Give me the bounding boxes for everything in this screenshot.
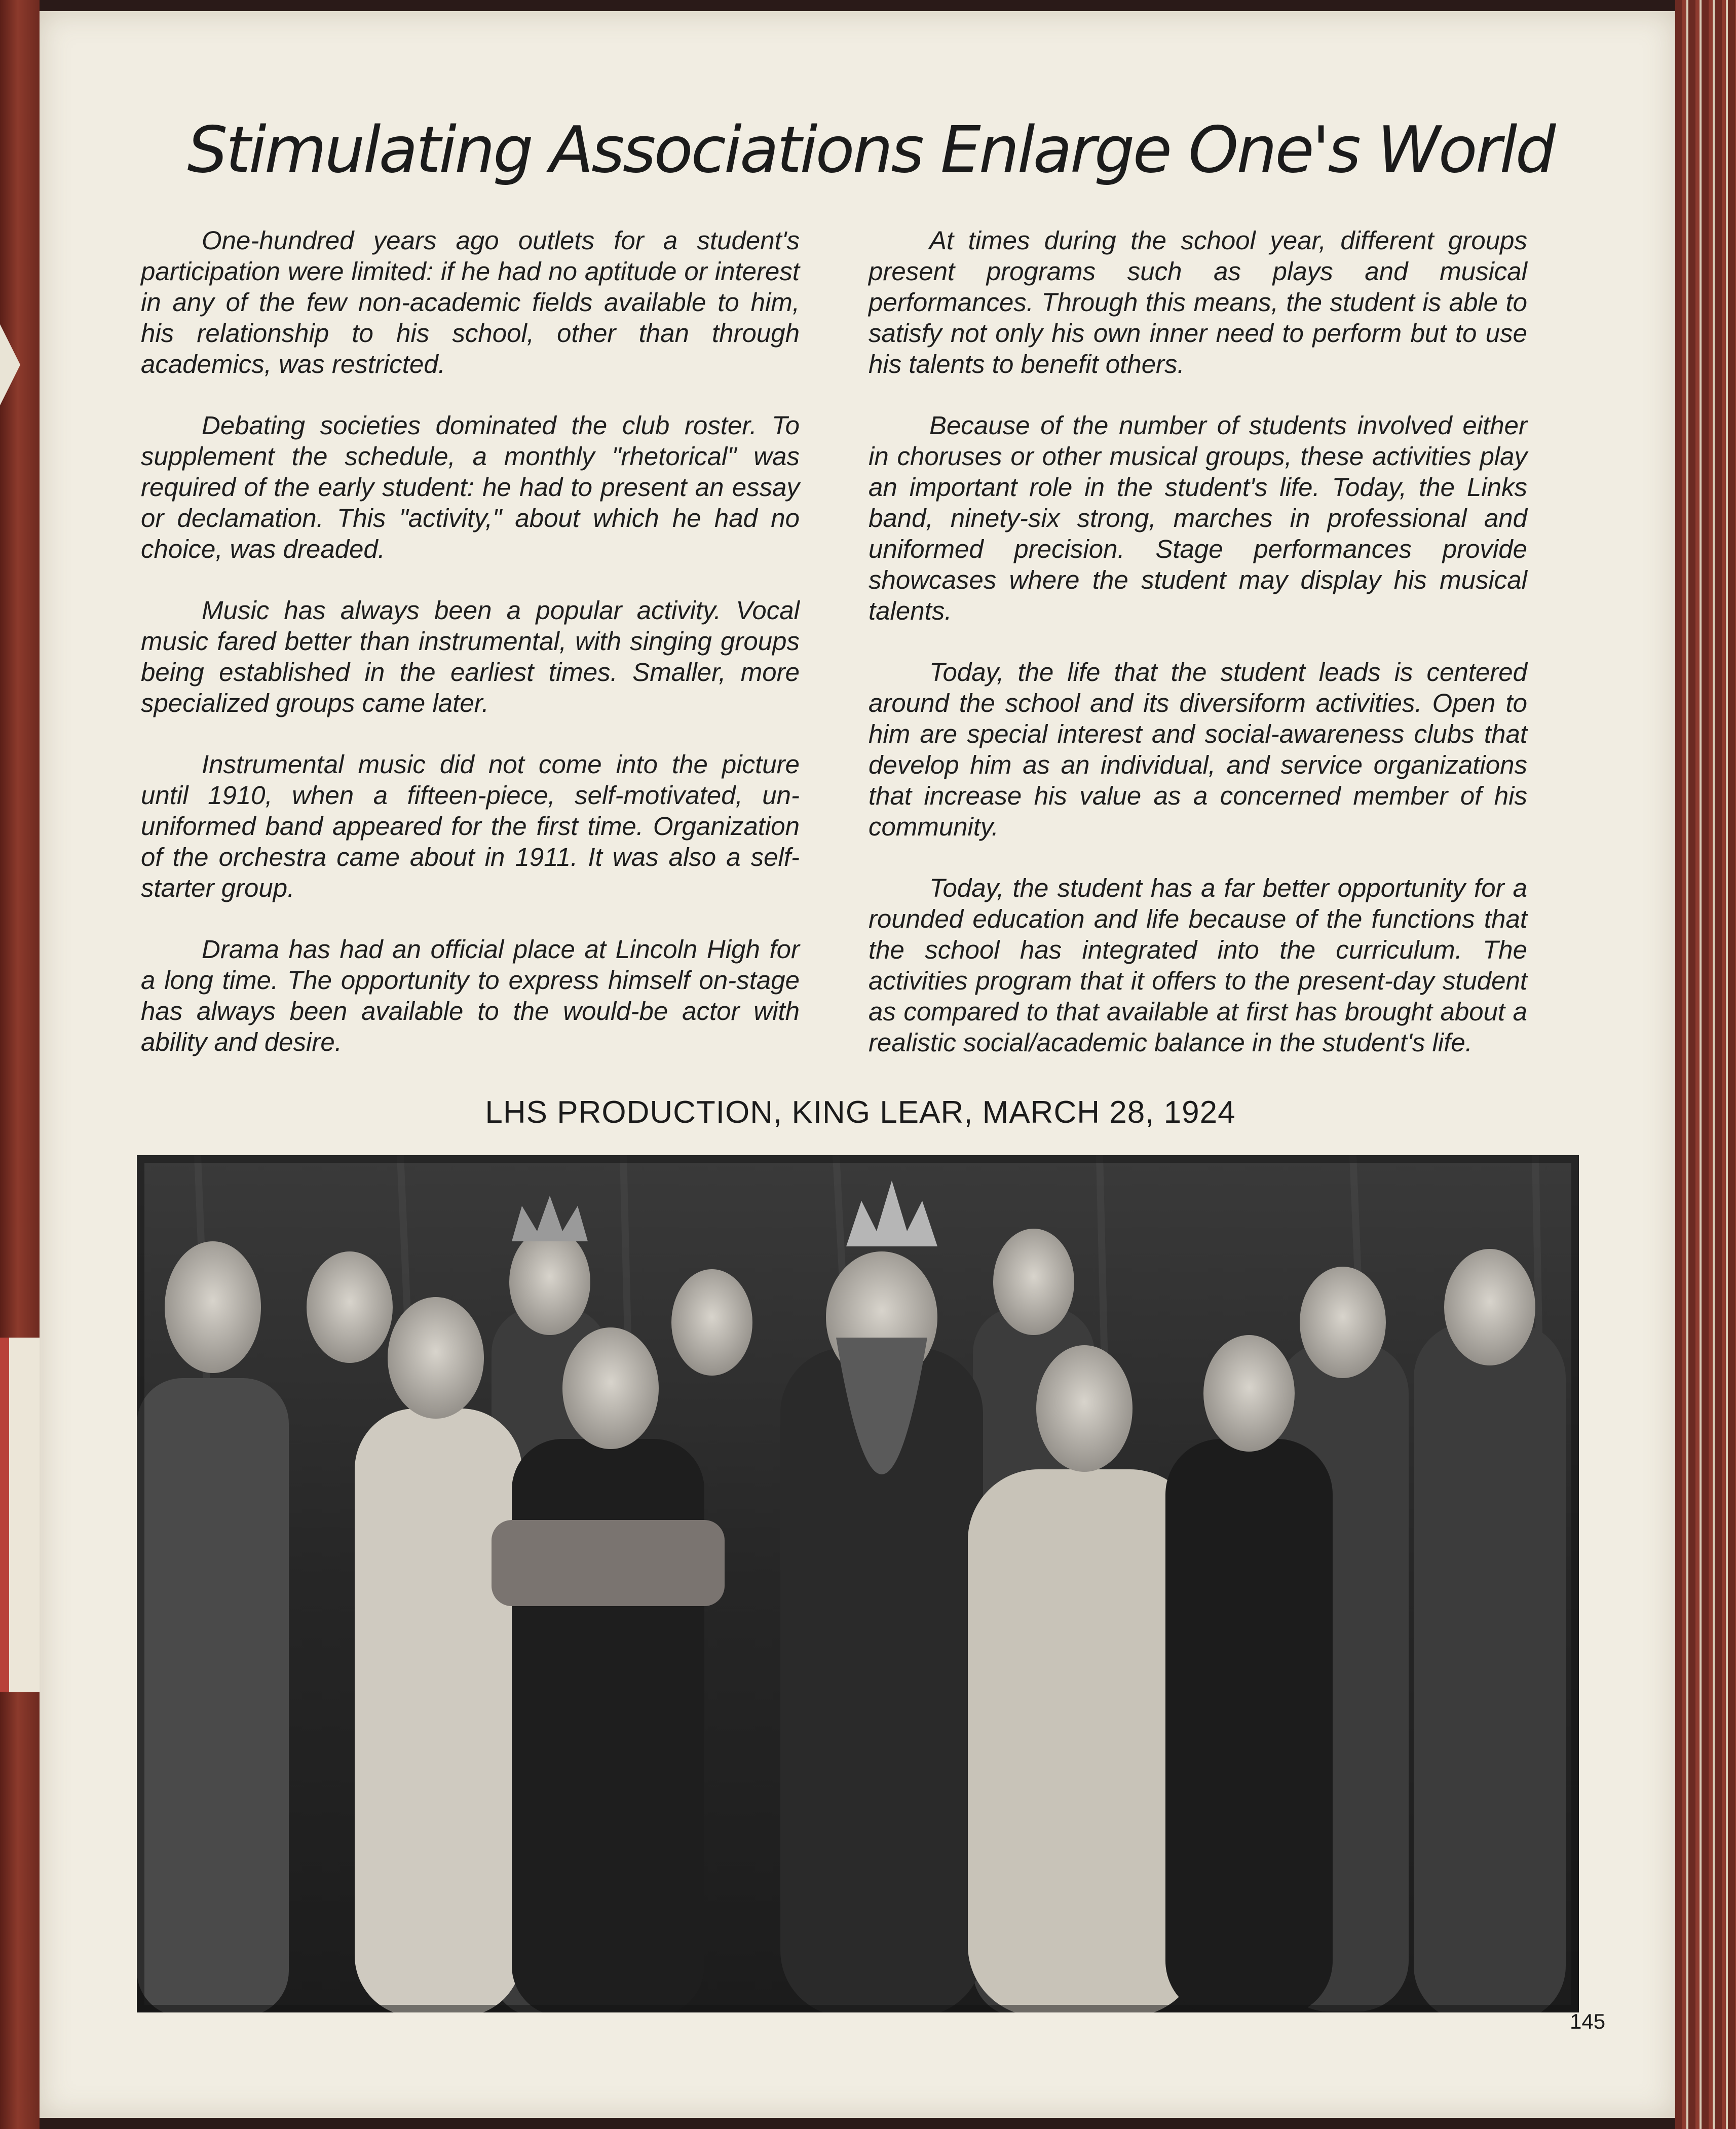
book-binding — [0, 0, 40, 2129]
paragraph: Music has always been a popular activity. Vocal music fared better than instrumental, with singing groups being established in the earliest times. Smaller, more specialized groups came later. — [141, 596, 800, 717]
binding-label-strip — [0, 1338, 45, 1692]
paragraph: At times during the school year, different groups present programs such as plays and musical performances. Through this means, the student is able to satisfy not only his own inner need to perform but to use his talents to benefit others. — [869, 226, 1527, 378]
yearbook-page — [40, 11, 1675, 2118]
page-number: 145 — [1570, 2009, 1606, 2033]
page-headline: Stimulating Associations Enlarge One's World — [187, 112, 1554, 187]
photo-caption: LHS PRODUCTION, KING LEAR, MARCH 28, 1924 — [485, 1095, 1236, 1130]
paragraph: Today, the student has a far better opportunity for a rounded education and life because of the functions that the school has integrated into the curriculum. The activities program that it offers to the present-day student as compared to that available at first has brought about a realistic social/academic balance in the student's life. — [869, 873, 1527, 1057]
paragraph: Instrumental music did not come into the picture until 1910, when a fifteen-piece, self-motivated, un-uniformed band appeared for the first time. Organization of the orchestra came about in 1911. It was also a self-starter group. — [141, 750, 800, 902]
left-text-column — [141, 225, 800, 1088]
page-edges — [1675, 0, 1736, 2129]
paragraph: One-hundred years ago outlets for a student's participation were limited: if he had no aptitude or interest in any of the few non-academic fields available to him, his relationship to his school, other than through academics, was restricted. — [141, 226, 800, 378]
paragraph: Because of the number of students involved either in choruses or other musical groups, these activities play an important role in the student's life. Today, the Links band, ninety-six strong, marches in professional and uniformed precision. Stage performances provide showcases where the student may display his musical talents. — [869, 411, 1527, 625]
paragraph: Debating societies dominated the club roster. To supplement the schedule, a monthly "rhetorical" was required of the early student: he had to present an essay or declamation. This "activity," about which he had no choice, was dreaded. — [141, 411, 800, 563]
photo-illustration — [137, 1155, 1579, 2012]
cast-photograph — [137, 1155, 1579, 2012]
right-text-column — [869, 225, 1527, 1088]
paragraph: Drama has had an official place at Lincoln High for a long time. The opportunity to express himself on-stage has always been available to the would-be actor with ability and desire. — [141, 935, 800, 1056]
paragraph: Today, the life that the student leads is centered around the school and its diversiform activities. Open to him are special interest and social-awareness clubs that develop him as an individual, and service organizations that increase his value as a concerned member of his community. — [869, 658, 1527, 841]
